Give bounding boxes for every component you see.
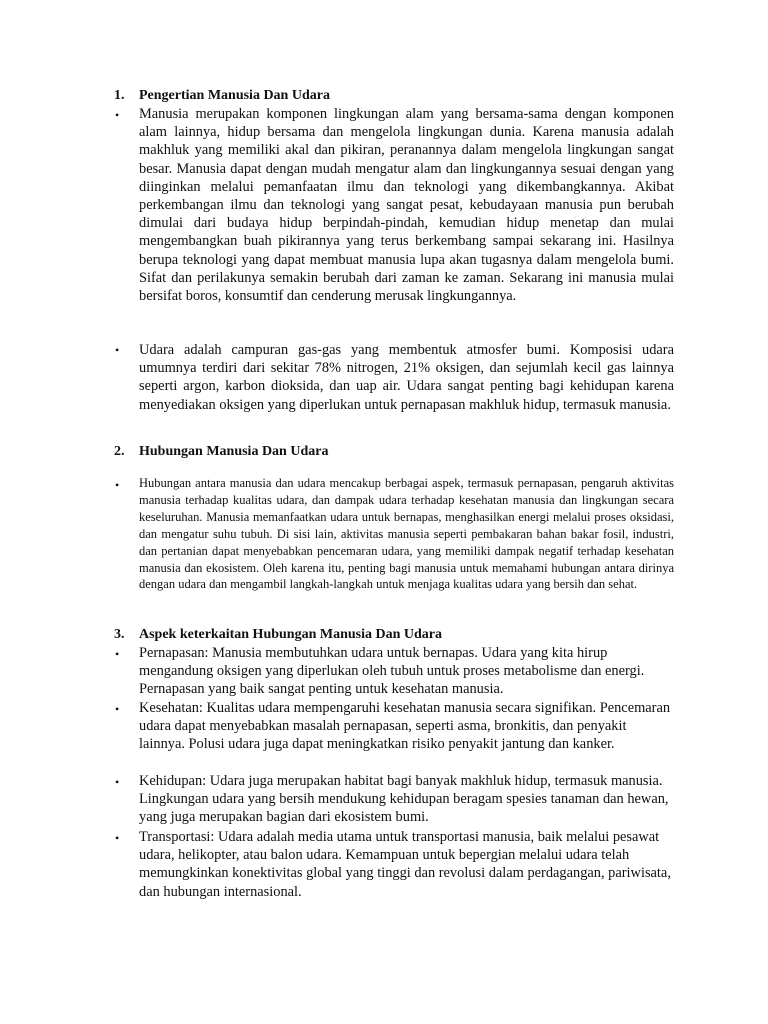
- bullet-icon: •: [115, 343, 120, 357]
- section-1-title: Pengertian Manusia Dan Udara: [139, 88, 330, 103]
- section-3-item-kesehatan: Kesehatan: Kualitas udara mempengaruhi kesehatan manusia secara signifikan. Pencemaran udara dapat menyebabkan masalah pernapasan, seperti asma, bronkitis, dan penyakit lainnya. Polusi udara juga dapat meningkatkan risiko penyakit jantung dan kanker.: [139, 700, 671, 753]
- bullet-icon: •: [115, 702, 120, 716]
- bullet-icon: •: [115, 775, 120, 789]
- section-1-number: 1.: [114, 88, 125, 103]
- section-2-title: Hubungan Manusia Dan Udara: [139, 444, 329, 459]
- section-3-item-kehidupan: Kehidupan: Udara juga merupakan habitat bagi banyak makhluk hidup, termasuk manusia. Lingkungan udara yang bersih mendukung kehidupan beragam spesies tanaman dan hewan, yang juga merupakan bagian dari ekosistem bumi.: [139, 773, 669, 826]
- section-3-item-pernapasan: Pernapasan: Manusia membutuhkan udara untuk bernapas. Udara yang kita hirup mengandung oksigen yang diperlukan oleh tubuh untuk proses metabolisme dan energi. Pernapasan yang baik sangat penting untuk kesehatan manusia.: [139, 645, 645, 698]
- section-1-paragraph-1: Manusia merupakan komponen lingkungan alam yang bersama-sama dengan komponen alam lainnya, hidup bersama dan mengelola lingkungan dunia. Karena manusia adalah makhluk yang memiliki akal dan pikiran, peranannya dalam mengelola lingkungan sangat besar. Manusia dapat dengan mudah mengatur alam dan lingkungannya sesuai dengan yang diinginkan melalui pemanfaatan ilmu dan teknologi yang dikembangkannya. Akibat perkembangan ilmu dan teknologi yang sangat pesat, kebudayaan manusia pun berubah dimulai dari budaya hidup berpindah-pindah, kemudian hidup menetap dan mulai mengembangkan buah pikirannya yang terus berkembang sampai sekarang ini. Hasilnya berupa teknologi yang dapat membuat manusia lupa akan tugasnya dalam mengelola bumi. Sifat dan perilakunya semakin berubah dari zaman ke zaman. Sekarang ini manusia mulai bersifat boros, konsumtif dan cenderung merusak lingkungannya.: [139, 106, 674, 305]
- bullet-icon: •: [115, 108, 120, 122]
- section-1-paragraph-2: Udara adalah campuran gas-gas yang membentuk atmosfer bumi. Komposisi udara umumnya terdiri dari sekitar 78% nitrogen, 21% oksigen, dan sejumlah kecil gas lainnya seperti argon, karbon dioksida, dan uap air. Udara sangat penting bagi kehidupan karena menyediakan oksigen yang diperlukan untuk pernapasan makhluk hidup, termasuk manusia.: [139, 342, 674, 413]
- bullet-icon: •: [115, 647, 120, 661]
- section-3-number: 3.: [114, 627, 125, 642]
- bullet-icon: •: [115, 478, 120, 492]
- section-3-item-transportasi: Transportasi: Udara adalah media utama untuk transportasi manusia, baik melalui pesawat udara, helikopter, atau balon udara. Kemampuan untuk bepergian melalui udara telah memungkinkan konektivitas global yang tinggi dan revolusi dalam perdagangan, pariwisata, dan hubungan internasional.: [139, 829, 671, 900]
- bullet-icon: •: [115, 831, 120, 845]
- section-2-paragraph-1: Hubungan antara manusia dan udara mencakup berbagai aspek, termasuk pernapasan, pengaruh aktivitas manusia terhadap kualitas udara, dan dampak udara terhadap kesehatan manusia dan lingkungan secara keseluruhan. Manusia memanfaatkan udara untuk bernapas, menghasilkan energi melalui proses oksidasi, dan mengatur suhu tubuh. Di sisi lain, aktivitas manusia seperti pembakaran bahan bakar fosil, industri, dan pertanian dapat menyebabkan pencemaran udara, yang memiliki dampak negatif terhadap kesehatan manusia dan ekosistem. Oleh karena itu, penting bagi manusia untuk memahami hubungan antara dirinya dengan udara dan mengambil langkah-langkah untuk menjaga kualitas udara yang bersih dan sehat.: [139, 476, 674, 592]
- section-2-number: 2.: [114, 444, 125, 459]
- section-3-title: Aspek keterkaitan Hubungan Manusia Dan Udara: [139, 627, 443, 642]
